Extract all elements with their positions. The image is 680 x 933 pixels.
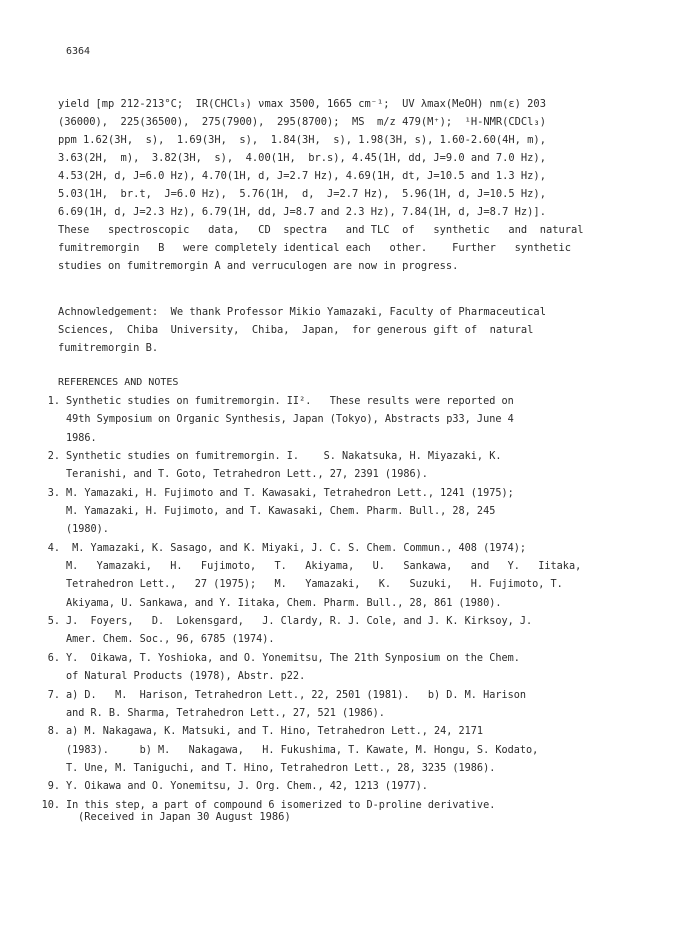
reference-number	[20, 631, 66, 649]
reference-line	[20, 393, 640, 411]
reference-text: of Natural Products (1978), Abstr. p22.	[66, 671, 306, 683]
reference-text: Akiyama, U. Sankawa, and Y. Iitaka, Chem. Pharm. Bull., 28, 861 (1980).	[66, 597, 502, 609]
reference-line	[20, 687, 640, 705]
received-date: (Received in Japan 30 August 1986)	[78, 811, 291, 823]
body-line: studies on fumitremorgin A and verruculogen are now in progress.	[58, 260, 459, 272]
reference-number: 4.	[47, 542, 60, 554]
reference-text: 1986.	[66, 432, 97, 444]
reference-text: (1983). b) M. Nakagawa, H. Fukushima, T. Kawate, M. Hongu, S. Kodato,	[66, 744, 539, 756]
reference-text: Y. Oikawa and O. Yonemitsu, J. Org. Chem., 42, 1213 (1977).	[66, 781, 428, 793]
reference-number	[20, 411, 66, 429]
acknowledgement-line: Sciences, Chiba University, Chiba, Japan, for generous gift of natural	[58, 324, 534, 336]
reference-text: M. Yamazaki, H. Fujimoto, T. Akiyama, U. Sankawa, and Y. Iitaka,	[66, 561, 582, 573]
reference-number	[20, 466, 66, 484]
acknowledgement-line: fumitremorgin B.	[58, 342, 159, 354]
body-line: These spectroscopic data, CD spectra and TLC of synthetic and natural	[58, 224, 584, 236]
references-heading: REFERENCES AND NOTES	[58, 377, 179, 388]
reference-number	[20, 576, 66, 594]
reference-number	[20, 742, 66, 760]
reference-line	[20, 503, 640, 521]
reference-number	[20, 705, 66, 723]
reference-text: and R. B. Sharma, Tetrahedron Lett., 27, 521 (1986).	[66, 707, 385, 719]
reference-number: 5.	[47, 616, 60, 628]
reference-line	[20, 668, 640, 686]
reference-text: Synthetic studies on fumitremorgin. I. S. Nakatsuka, H. Miyazaki, K.	[66, 451, 502, 463]
reference-number: 7.	[47, 689, 60, 701]
reference-line	[20, 485, 640, 503]
reference-line	[20, 466, 640, 484]
references-list	[20, 393, 640, 815]
acknowledgement-line: Achnowledgement: We thank Professor Mikio Yamazaki, Faculty of Pharmaceutical	[58, 306, 546, 318]
reference-text: 49th Symposium on Organic Synthesis, Japan (Tokyo), Abstracts p33, June 4	[66, 414, 514, 426]
body-line: 5.03(1H, br.t, J=6.0 Hz), 5.76(1H, d, J=2.7 Hz), 5.96(1H, d, J=10.5 Hz),	[58, 188, 546, 200]
reference-line	[20, 595, 640, 613]
reference-text: a) D. M. Harison, Tetrahedron Lett., 22, 2501 (1981). b) D. M. Harison	[66, 689, 527, 701]
reference-line	[20, 576, 640, 594]
body-line: ppm 1.62(3H, s), 1.69(3H, s), 1.84(3H, s), 1.98(3H, s), 1.60-2.60(4H, m),	[58, 134, 546, 146]
reference-line	[20, 650, 640, 668]
body-line: yield [mp 212-213°C; IR(CHCl₃) νmax 3500, 1665 cm⁻¹; UV λmax(MeOH) nm(ε) 203	[58, 98, 546, 110]
reference-text: Synthetic studies on fumitremorgin. II². These results were reported on	[66, 396, 514, 407]
reference-text: J. Foyers, D. Lokensgard, J. Clardy, R. J. Cole, and J. K. Kirksoy, J.	[66, 616, 533, 628]
reference-line	[20, 430, 640, 448]
reference-line	[20, 521, 640, 539]
reference-text: Y. Oikawa, T. Yoshioka, and O. Yonemitsu, The 21th Synposium on the Chem.	[66, 652, 520, 664]
reference-line	[20, 411, 640, 429]
reference-number: 3.	[47, 487, 60, 499]
reference-text: Tetrahedron Lett., 27 (1975); M. Yamazaki, K. Suzuki, H. Fujimoto, T.	[66, 579, 563, 591]
reference-line	[20, 558, 640, 576]
reference-line	[20, 613, 640, 631]
reference-text: T. Une, M. Taniguchi, and T. Hino, Tetrahedron Lett., 28, 3235 (1986).	[66, 762, 496, 774]
reference-number	[20, 430, 66, 448]
body-paragraph	[58, 95, 633, 275]
body-line: 4.53(2H, d, J=6.0 Hz), 4.70(1H, d, J=2.7 Hz), 4.69(1H, dt, J=10.5 and 1.3 Hz),	[58, 170, 546, 182]
reference-text: In this step, a part of compound 6 isomerized to D-proline derivative.	[66, 799, 496, 811]
body-line: fumitremorgin B were completely identical each other. Further synthetic	[58, 242, 571, 254]
reference-line	[20, 760, 640, 778]
reference-number: 1.	[47, 396, 60, 407]
reference-line	[20, 778, 640, 796]
body-line: 3.63(2H, m), 3.82(3H, s), 4.00(1H, br.s), 4.45(1H, dd, J=9.0 and 7.0 Hz),	[58, 152, 546, 164]
reference-line	[20, 540, 640, 558]
reference-line	[20, 742, 640, 760]
reference-number: 6.	[47, 652, 60, 664]
reference-number: 10.	[41, 799, 60, 811]
reference-line	[20, 723, 640, 741]
reference-line	[20, 448, 640, 466]
reference-number: 2.	[47, 451, 60, 463]
reference-number	[20, 668, 66, 686]
acknowledgement-paragraph	[58, 303, 633, 357]
reference-line	[20, 705, 640, 723]
reference-number	[20, 558, 66, 576]
reference-text: (1980).	[66, 524, 109, 536]
reference-number	[20, 760, 66, 778]
reference-text: M. Yamazaki, H. Fujimoto, and T. Kawasaki, Chem. Pharm. Bull., 28, 245	[66, 506, 496, 518]
reference-number	[20, 521, 66, 539]
reference-text: M. Yamazaki, H. Fujimoto and T. Kawasaki, Tetrahedron Lett., 1241 (1975);	[66, 487, 514, 499]
body-line: (36000), 225(36500), 275(7900), 295(8700); MS m/z 479(M⁺); ¹H-NMR(CDCl₃)	[58, 116, 546, 128]
reference-number	[20, 595, 66, 613]
reference-number	[20, 503, 66, 521]
body-line: 6.69(1H, d, J=2.3 Hz), 6.79(1H, dd, J=8.7 and 2.3 Hz), 7.84(1H, d, J=8.7 Hz)].	[58, 206, 546, 218]
reference-line	[20, 631, 640, 649]
reference-number: 8.	[47, 726, 60, 738]
page-number: 6364	[66, 46, 91, 57]
reference-text: a) M. Nakagawa, K. Matsuki, and T. Hino, Tetrahedron Lett., 24, 2171	[66, 726, 484, 738]
reference-text: Amer. Chem. Soc., 96, 6785 (1974).	[66, 634, 275, 646]
reference-text: Teranishi, and T. Goto, Tetrahedron Lett., 27, 2391 (1986).	[66, 469, 428, 481]
reference-number: 9.	[47, 781, 60, 793]
reference-text: M. Yamazaki, K. Sasago, and K. Miyaki, J. C. S. Chem. Commun., 408 (1974);	[66, 542, 527, 554]
